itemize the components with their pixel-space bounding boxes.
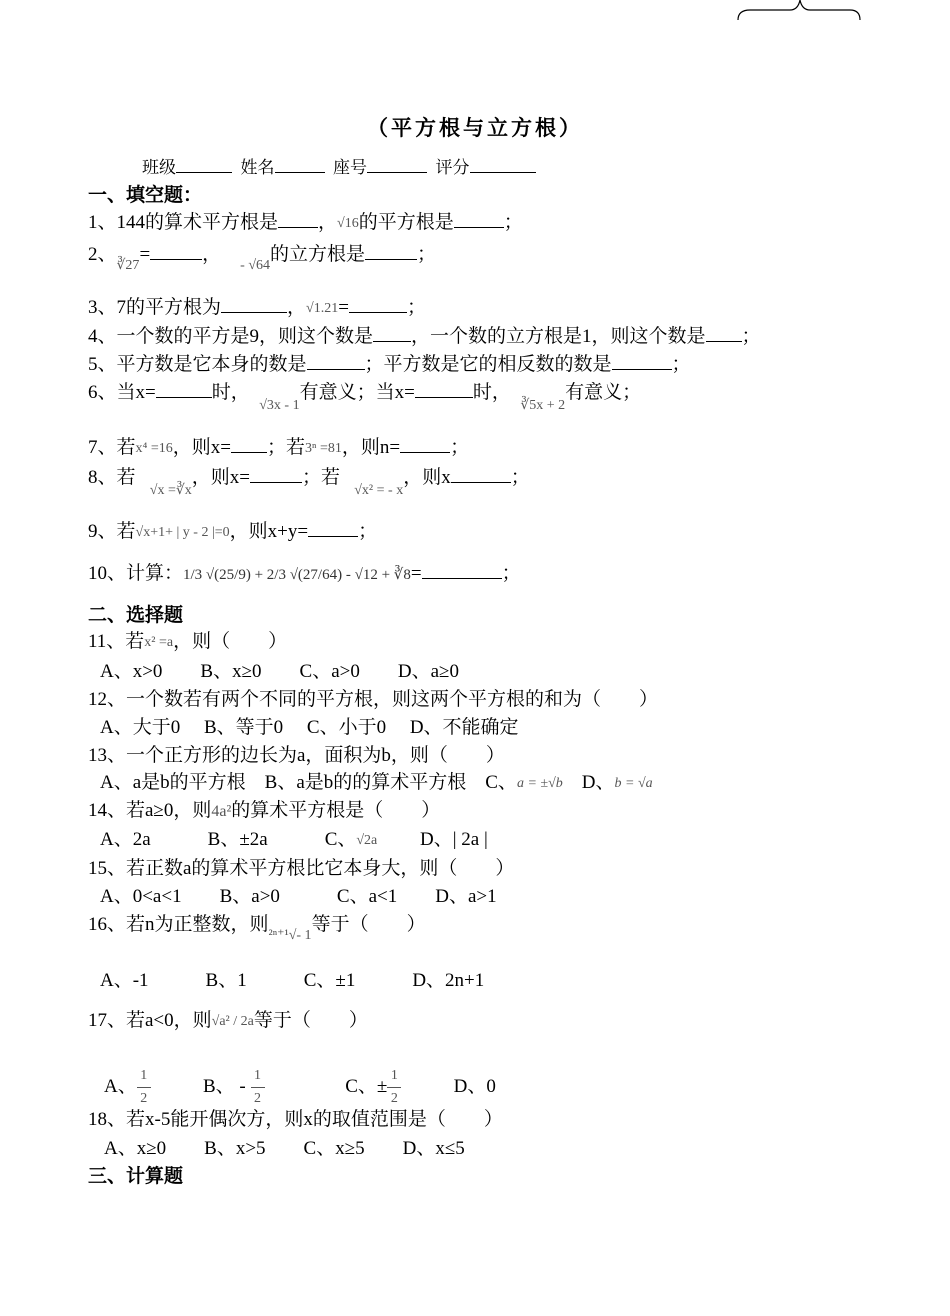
q7-blank-1[interactable] [231,436,267,453]
q7-text-2: ，则x= [172,437,232,458]
name-field[interactable] [275,157,325,173]
q1-text-2: 的平方根是 [358,212,454,233]
question-12: 12、一个数若有两个不同的平方根，则这两个平方根的和为（ ） [88,689,659,710]
section-calc: 三、计算题 [88,1166,184,1187]
q17-options [104,1065,496,1110]
q7-text-4: ，则n= [341,437,401,458]
q3-blank-2[interactable] [349,296,407,313]
q9-math: √x+1+ | y - 2 |=0 [135,524,230,540]
q7-math-2: 3ⁿ =81 [305,440,342,456]
q7-blank-2[interactable] [400,436,450,453]
question-10 [88,562,521,586]
q14-text: 14、若a≥0，则 [88,800,212,821]
q14-math-c: √2a [356,832,378,848]
class-field[interactable] [176,157,232,173]
question-1 [88,211,523,235]
q16-text: 16、若n为正整数，则 [88,914,269,935]
q17-math: √a² / 2a [211,1013,254,1029]
q11-options: A、x>0 B、x≥0 C、a>0 D、a≥0 [100,661,459,682]
q1-end: ； [503,212,523,233]
q8-blank-1[interactable] [250,466,302,483]
q3-comma: ， [287,297,307,318]
question-16 [88,914,426,943]
page-title: （平方根与立方根） [367,116,583,140]
question-14 [88,800,440,823]
q2-math-1: ∛27 [116,257,140,273]
q6-end: 有意义； [565,382,642,403]
q5-text-2: ；平方数是它的相反数的数是 [364,354,612,375]
q4-text-2: ，一个数的立方根是1，则这个数是 [411,326,706,347]
score-label: 评分 [435,158,470,177]
seat-field[interactable] [367,157,427,173]
q4-blank-1[interactable] [373,325,411,342]
q5-blank-1[interactable] [307,353,365,370]
q1-text: 1、144的算术平方根是 [88,212,279,233]
question-13: 13、一个正方形的边长为a，面积为b，则（ ） [88,745,505,766]
q8-end: ； [510,467,530,488]
q17-text-2: 等于（ ） [253,1010,368,1031]
q16-math: ²ⁿ⁺¹√- 1 [268,927,312,943]
q10-math: 1/3 √(25/9) + 2/3 √(27/64) - √12 + ∛8 [183,566,411,583]
q9-text-2: ，则x+y= [229,521,309,542]
q17-frac-b-num: 1 [251,1065,265,1088]
q17-frac-c-den: 2 [390,1091,398,1106]
q7-text: 7、若 [88,437,136,458]
q10-blank[interactable] [422,562,502,579]
score-field[interactable] [470,157,536,173]
question-8 [88,466,530,498]
question-6 [88,381,642,413]
question-11 [88,631,287,654]
q17-frac-a-den: 2 [140,1091,148,1106]
question-4 [88,325,761,348]
q10-text: 10、计算： [88,563,184,584]
q5-text: 5、平方数是它本身的数是 [88,354,307,375]
q4-text: 4、一个数的平方是9，则这个数是 [88,326,374,347]
q17-frac-c [387,1065,401,1110]
q2-text-2: 的立方根是 [270,244,366,265]
q6-blank-1[interactable] [156,381,212,398]
q2-text: 2、 [88,244,117,265]
class-label: 班级 [142,158,176,177]
q2-blank-2[interactable] [365,243,417,260]
q6-text-4: 时， [472,382,511,403]
q1-blank-1[interactable] [278,211,318,228]
q13-option-d: D、 [581,772,615,793]
question-7 [88,436,469,460]
q1-comma: ， [318,212,338,233]
q4-end: ； [741,326,761,347]
q18-options: A、x≥0 B、x>5 C、x≥5 D、x≤5 [104,1138,465,1159]
q8-text-2: ，则x= [191,467,250,488]
q12-options: A、大于0 B、等于0 C、小于0 D、不能确定 [100,717,519,738]
q8-text: 8、若 [88,467,136,488]
q9-end: ； [358,521,378,542]
question-3 [88,296,426,320]
q11-text-2: ，则（ ） [173,631,288,652]
q17-option-d: D、0 [453,1075,496,1097]
q6-blank-2[interactable] [415,381,473,398]
q6-text: 6、当x= [88,382,156,403]
q6-text-3: 有意义；当x= [299,382,415,403]
seat-label: 座号 [333,158,367,177]
header-fields [142,157,536,179]
q8-text-4: ，则x [403,467,451,488]
q3-text: 3、7的平方根为 [88,297,222,318]
q6-math-2: ∛5x + 2 [520,397,566,413]
q16-text-2: 等于（ ） [311,914,426,935]
q17-option-b: B、 - [202,1075,246,1097]
q17-option-c: C、± [345,1075,388,1097]
q14-math: 4a² [211,802,232,820]
question-18: 18、若x-5能开偶次方，则x的取值范围是（ ） [88,1109,503,1130]
q14-options-text: A、2a B、±2a C、 [100,829,357,850]
q2-eq: = [139,244,151,265]
section-choice: 二、选择题 [88,605,184,626]
q7-end: ； [450,437,470,458]
q8-math-2: √x² = - x [354,482,404,498]
q17-frac-a [137,1065,151,1110]
q11-text: 11、若 [88,631,145,652]
question-17 [88,1010,368,1033]
q13-math-d: b = √a [614,775,653,791]
q9-blank[interactable] [308,520,358,537]
q2-math-2: - √64 [240,257,271,273]
q2-comma: ， [202,244,222,265]
q13-options [100,772,653,795]
q3-math: √1.21 [306,300,339,316]
q3-end: ； [406,297,426,318]
q1-blank-2[interactable] [454,211,504,228]
q9-text: 9、若 [88,521,136,542]
q3-blank-1[interactable] [221,296,287,313]
q17-frac-c-num: 1 [387,1065,401,1088]
q2-end: ； [417,244,437,265]
q13-math-c: a = ±√b [516,775,563,791]
q14-options [100,829,488,852]
q7-text-3: ；若 [267,437,306,458]
q17-option-a: A、 [104,1075,137,1097]
q10-end: ； [501,563,521,584]
q2-blank-1[interactable] [150,243,202,260]
q8-blank-2[interactable] [451,466,511,483]
q13-options-text: A、a是b的平方根 B、a是b的的算术平方根 C、 [100,772,517,793]
q17-frac-a-num: 1 [137,1065,151,1088]
q6-math-1: √3x - 1 [259,397,300,413]
q5-end: ； [671,354,691,375]
q17-frac-b-den: 2 [254,1091,261,1106]
question-5 [88,353,691,376]
q7-math-1: x⁴ =16 [135,440,173,456]
q8-text-3: ；若 [301,467,340,488]
q17-text: 17、若a<0，则 [88,1010,212,1031]
question-15: 15、若正数a的算术平方根比它本身大，则（ ） [88,858,515,879]
q6-text-2: 时， [211,382,250,403]
q8-math-1: √x =∛x [149,482,192,498]
question-2 [88,243,437,273]
q16-options: A、-1 B、1 C、±1 D、2n+1 [100,970,485,991]
q3-eq: = [338,297,349,318]
q4-blank-2[interactable] [706,325,742,342]
q11-math: x² =a [144,634,174,650]
q14-text-2: 的算术平方根是（ ） [231,800,441,821]
q5-blank-2[interactable] [612,353,672,370]
q1-math: √16 [337,215,359,231]
q10-eq: = [410,563,422,584]
section-fill: 一、填空题： [88,185,203,206]
question-9 [88,520,377,544]
name-label: 姓名 [240,158,275,177]
q15-options: A、0<a<1 B、a>0 C、a<1 D、a>1 [100,886,497,907]
brace-decoration [0,0,950,30]
q17-frac-b [251,1065,265,1110]
q14-option-d: D、| 2a | [420,829,488,850]
